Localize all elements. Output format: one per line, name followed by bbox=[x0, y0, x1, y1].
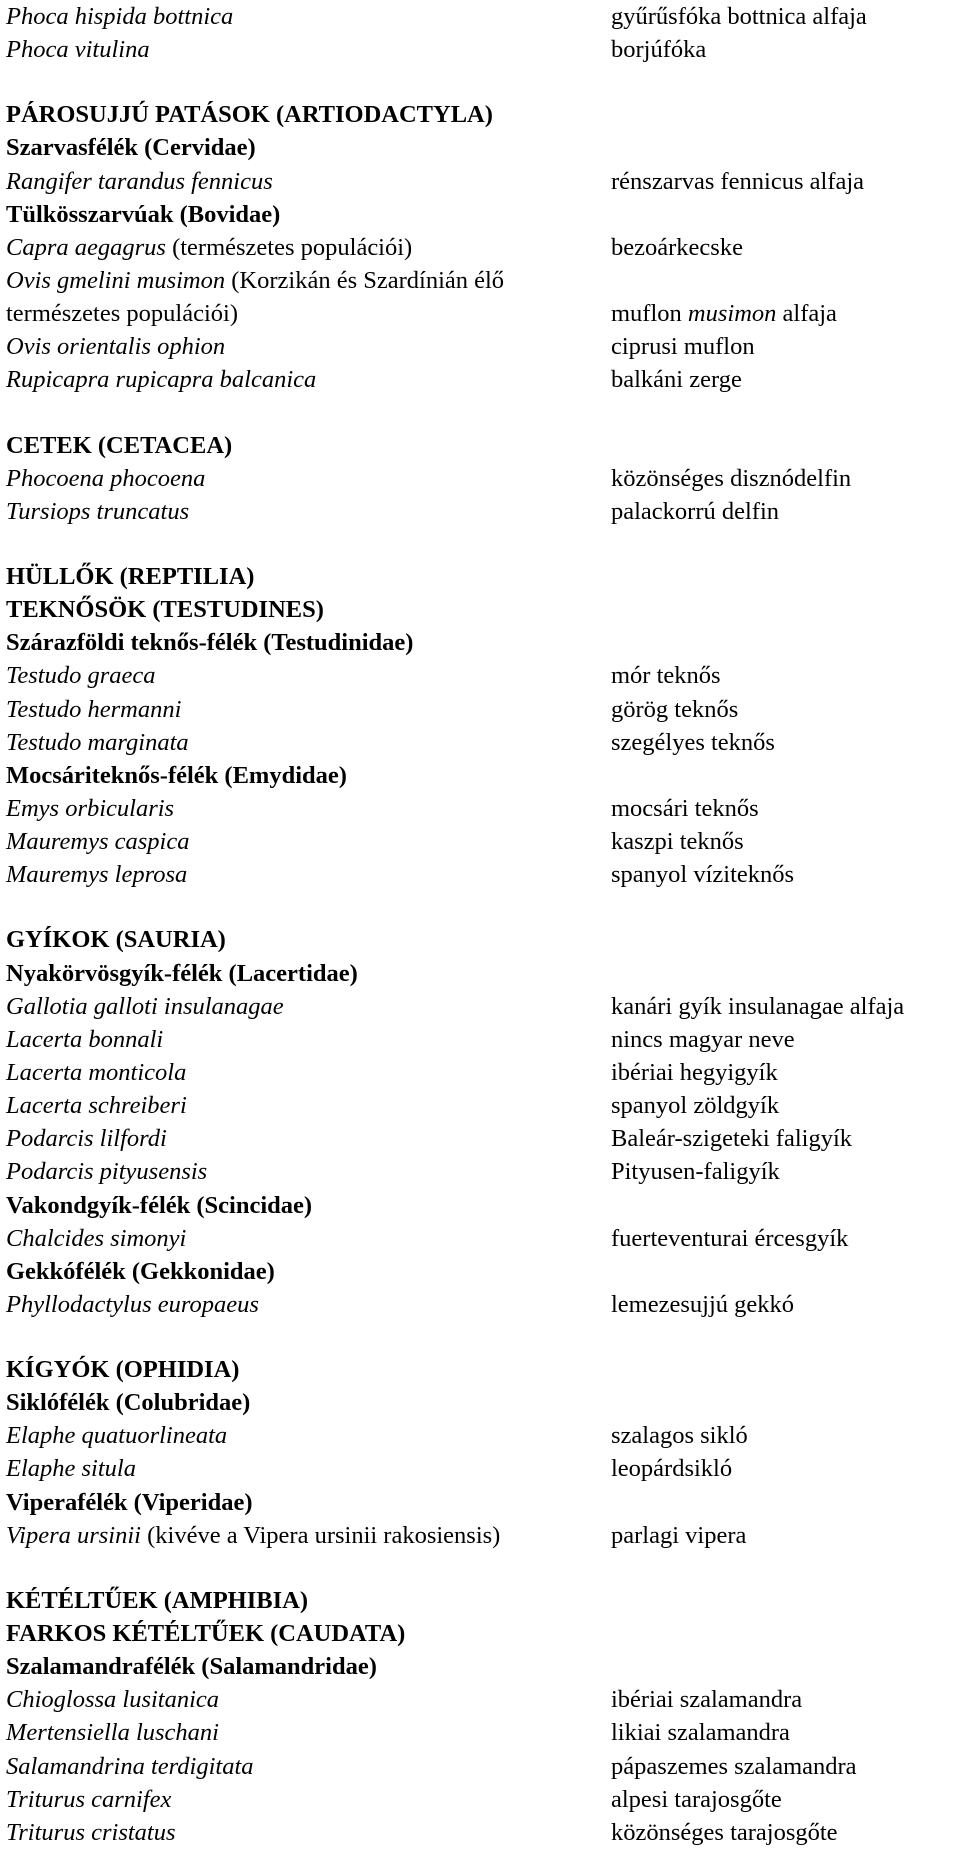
common-name: palackorrú delfin bbox=[611, 497, 780, 525]
scientific-name-cell bbox=[6, 1683, 219, 1716]
common-name: spanyol zöldgyík bbox=[611, 1092, 780, 1120]
scientific-name: Testudo hermanni bbox=[6, 695, 182, 723]
species-row bbox=[0, 1222, 960, 1255]
species-row bbox=[0, 1519, 960, 1552]
species-row bbox=[0, 165, 960, 198]
common-name-cell bbox=[611, 1089, 779, 1122]
species-row bbox=[0, 1683, 960, 1716]
taxon-heading bbox=[6, 1255, 275, 1288]
heading-text: HÜLLŐK (REPTILIA) bbox=[6, 562, 255, 590]
scientific-name: Mauremys caspica bbox=[6, 828, 190, 856]
heading-text: PÁROSUJJÚ PATÁSOK (ARTIODACTYLA) bbox=[6, 101, 493, 129]
common-name-cell bbox=[611, 1783, 782, 1816]
scientific-name: Testudo graeca bbox=[6, 662, 156, 690]
scientific-name: Podarcis pityusensis bbox=[6, 1158, 208, 1186]
common-name: leopárdsikló bbox=[611, 1455, 733, 1483]
common-name-cell bbox=[611, 990, 904, 1023]
scientific-name: Phocoena phocoena bbox=[6, 464, 206, 492]
population-note-cell bbox=[6, 297, 238, 330]
scientific-name: Triturus carnifex bbox=[6, 1785, 172, 1813]
common-name-cell bbox=[611, 1288, 794, 1321]
taxon-heading bbox=[6, 560, 254, 593]
taxon-heading bbox=[6, 1617, 405, 1650]
taxon-heading bbox=[6, 1189, 312, 1222]
scientific-name: Elaphe quatuorlineata bbox=[6, 1422, 228, 1450]
species-row bbox=[0, 1155, 960, 1188]
species-row bbox=[0, 1419, 960, 1452]
scientific-name-cell bbox=[6, 1122, 167, 1155]
taxon-heading-row bbox=[0, 593, 960, 626]
species-row bbox=[0, 363, 960, 396]
species-row bbox=[0, 264, 960, 297]
species-row bbox=[0, 495, 960, 528]
common-name: muflon bbox=[611, 300, 688, 328]
scientific-name: Vipera ursinii bbox=[6, 1521, 141, 1549]
heading-text: Vakondgyík-félék (Scincidae) bbox=[6, 1191, 313, 1219]
scientific-name: Lacerta monticola bbox=[6, 1058, 187, 1086]
common-name-cell bbox=[611, 1419, 748, 1452]
common-name: ibériai szalamandra bbox=[611, 1686, 803, 1714]
common-name: kaszpi teknős bbox=[611, 828, 744, 856]
scientific-name-cell bbox=[6, 990, 284, 1023]
heading-text: FARKOS KÉTÉLTŰEK (CAUDATA) bbox=[6, 1620, 406, 1648]
common-name-cell bbox=[611, 1056, 778, 1089]
scientific-name-cell bbox=[6, 495, 189, 528]
common-name: bezoárkecske bbox=[611, 233, 743, 261]
common-name: kanári gyík insulanagae alfaja bbox=[611, 992, 905, 1020]
common-name: közönséges disznódelfin bbox=[611, 464, 852, 492]
common-name: lemezesujjú gekkó bbox=[611, 1290, 795, 1318]
scientific-name: Chalcides simonyi bbox=[6, 1224, 187, 1252]
taxon-heading-row bbox=[0, 1255, 960, 1288]
scientific-name-cell bbox=[6, 1716, 219, 1749]
taxon-heading-row bbox=[0, 1584, 960, 1617]
taxon-heading-row bbox=[0, 98, 960, 131]
common-name-cell bbox=[611, 1023, 795, 1056]
scientific-name-cell bbox=[6, 1155, 207, 1188]
taxon-heading bbox=[6, 759, 347, 792]
scientific-name-cell bbox=[6, 0, 233, 33]
scientific-name-cell bbox=[6, 792, 174, 825]
common-name: közönséges tarajosgőte bbox=[611, 1818, 838, 1846]
scientific-name: Phoca hispida bottnica bbox=[6, 3, 234, 30]
species-row bbox=[0, 792, 960, 825]
heading-text: Szalamandrafélék (Salamandridae) bbox=[6, 1653, 377, 1681]
section-spacer bbox=[0, 66, 960, 98]
common-name: balkáni zerge bbox=[611, 366, 742, 394]
taxon-heading bbox=[6, 957, 358, 990]
scientific-name-cell bbox=[6, 264, 504, 297]
scientific-name: Rangifer tarandus fennicus bbox=[6, 167, 273, 195]
species-row bbox=[0, 1816, 960, 1849]
species-row bbox=[0, 659, 960, 692]
species-row bbox=[0, 1089, 960, 1122]
scientific-name: Chioglossa lusitanica bbox=[6, 1686, 220, 1714]
taxon-heading-row bbox=[0, 1486, 960, 1519]
species-row bbox=[0, 990, 960, 1023]
scientific-name: Phoca vitulina bbox=[6, 36, 150, 64]
common-name-cell bbox=[611, 1519, 746, 1552]
scientific-name: Elaphe situla bbox=[6, 1455, 136, 1483]
species-row bbox=[0, 858, 960, 891]
heading-text: Nyakörvösgyík-félék (Lacertidae) bbox=[6, 959, 358, 987]
species-row bbox=[0, 1122, 960, 1155]
species-row bbox=[0, 462, 960, 495]
common-name-cell bbox=[611, 495, 779, 528]
population-note: (kivéve a Vipera ursinii rakosiensis) bbox=[140, 1521, 501, 1549]
scientific-name: Capra aegagrus bbox=[6, 233, 166, 261]
species-row bbox=[0, 726, 960, 759]
common-name-cell bbox=[611, 33, 706, 66]
common-name-cell bbox=[611, 1683, 802, 1716]
taxon-heading-row bbox=[0, 1353, 960, 1386]
section-spacer bbox=[0, 1552, 960, 1584]
scientific-name: Gallotia galloti insulanagae bbox=[6, 992, 284, 1020]
common-name-cell bbox=[611, 1155, 780, 1188]
taxon-heading bbox=[6, 923, 226, 956]
scientific-name-cell bbox=[6, 1783, 171, 1816]
scientific-name: Salamandrina terdigitata bbox=[6, 1752, 254, 1780]
common-name: nincs magyar neve bbox=[611, 1025, 795, 1053]
scientific-name-cell bbox=[6, 1519, 500, 1552]
heading-text: CETEK (CETACEA) bbox=[6, 431, 233, 459]
scientific-name: Rupicapra rupicapra balcanica bbox=[6, 366, 317, 394]
scientific-name-cell bbox=[6, 462, 205, 495]
common-name-cell bbox=[611, 1716, 790, 1749]
species-row bbox=[0, 693, 960, 726]
scientific-name-cell bbox=[6, 693, 181, 726]
taxon-heading bbox=[6, 1486, 253, 1519]
heading-text: TEKNŐSÖK (TESTUDINES) bbox=[6, 596, 324, 624]
taxon-heading bbox=[6, 1584, 308, 1617]
common-name: szalagos sikló bbox=[611, 1422, 748, 1450]
scientific-name-cell bbox=[6, 231, 412, 264]
scientific-name: Triturus cristatus bbox=[6, 1818, 176, 1846]
taxon-heading-row bbox=[0, 560, 960, 593]
scientific-name: Phyllodactylus europaeus bbox=[6, 1290, 259, 1318]
taxon-heading-row bbox=[0, 1189, 960, 1222]
section-spacer bbox=[0, 528, 960, 560]
scientific-name-cell bbox=[6, 1419, 227, 1452]
scientific-name: Testudo marginata bbox=[6, 728, 189, 756]
taxon-heading bbox=[6, 626, 413, 659]
scientific-name-cell bbox=[6, 1056, 186, 1089]
species-row bbox=[0, 1716, 960, 1749]
section-spacer bbox=[0, 1321, 960, 1353]
heading-text: Szárazföldi teknős-félék (Testudinidae) bbox=[6, 629, 414, 657]
common-name-cell bbox=[611, 363, 742, 396]
common-name: fuerteventurai ércesgyík bbox=[611, 1224, 849, 1252]
taxon-heading-row bbox=[0, 198, 960, 231]
heading-text: GYÍKOK (SAURIA) bbox=[6, 926, 226, 954]
species-row-continuation bbox=[0, 297, 960, 330]
common-name-cell bbox=[611, 693, 738, 726]
scientific-name: Emys orbicularis bbox=[6, 794, 175, 822]
common-name: Pityusen-faligyík bbox=[611, 1158, 780, 1186]
taxon-heading-row bbox=[0, 1650, 960, 1683]
common-name: alfaja bbox=[776, 300, 837, 328]
scientific-name-cell bbox=[6, 825, 189, 858]
heading-text: Tülkösszarvúak (Bovidae) bbox=[6, 200, 281, 228]
species-row bbox=[0, 1452, 960, 1485]
common-name-cell bbox=[611, 792, 759, 825]
heading-text: Siklófélék (Colubridae) bbox=[6, 1389, 251, 1417]
species-row bbox=[0, 1750, 960, 1783]
taxon-heading-row bbox=[0, 1386, 960, 1419]
scientific-name: Lacerta bonnali bbox=[6, 1025, 164, 1053]
population-note: (Korzikán és Szardínián élő bbox=[225, 266, 505, 294]
scientific-name-cell bbox=[6, 33, 150, 66]
scientific-name: Ovis orientalis ophion bbox=[6, 333, 226, 361]
common-name-cell bbox=[611, 659, 721, 692]
taxon-heading bbox=[6, 593, 324, 626]
heading-text: Szarvasfélék (Cervidae) bbox=[6, 134, 256, 162]
common-name-cell bbox=[611, 1222, 848, 1255]
taxon-heading-row bbox=[0, 626, 960, 659]
scientific-name: Podarcis lilfordi bbox=[6, 1125, 167, 1153]
heading-text: Gekkófélék (Gekkonidae) bbox=[6, 1257, 275, 1285]
species-row bbox=[0, 1783, 960, 1816]
common-name: borjúfóka bbox=[611, 36, 707, 64]
common-name-cell bbox=[611, 165, 864, 198]
common-name: likiai szalamandra bbox=[611, 1719, 790, 1747]
common-name-cell bbox=[611, 0, 867, 33]
species-row bbox=[0, 1023, 960, 1056]
scientific-name-cell bbox=[6, 330, 225, 363]
common-name-cell bbox=[611, 1452, 732, 1485]
scientific-name: Mertensiella luschani bbox=[6, 1719, 219, 1747]
species-row bbox=[0, 231, 960, 264]
common-name: mocsári teknős bbox=[611, 794, 759, 822]
common-name-cell bbox=[611, 1816, 838, 1849]
taxon-heading bbox=[6, 1650, 377, 1683]
common-name: alpesi tarajosgőte bbox=[611, 1785, 782, 1813]
common-name: spanyol víziteknős bbox=[611, 861, 795, 889]
common-name-cell bbox=[611, 825, 744, 858]
taxon-heading bbox=[6, 198, 280, 231]
common-name: ibériai hegyigyík bbox=[611, 1058, 778, 1086]
species-row bbox=[0, 33, 960, 66]
taxon-heading-row bbox=[0, 957, 960, 990]
heading-text: KÉTÉLTŰEK (AMPHIBIA) bbox=[6, 1586, 308, 1614]
heading-text: KÍGYÓK (OPHIDIA) bbox=[6, 1356, 240, 1384]
taxon-heading-row bbox=[0, 923, 960, 956]
taxon-heading bbox=[6, 1353, 239, 1386]
common-name: ciprusi muflon bbox=[611, 333, 755, 361]
common-name-cell bbox=[611, 297, 837, 330]
population-note: természetes populációi) bbox=[6, 300, 238, 328]
scientific-name: Lacerta schreiberi bbox=[6, 1092, 187, 1120]
species-row bbox=[0, 330, 960, 363]
scientific-name-cell bbox=[6, 1750, 254, 1783]
scientific-name-cell bbox=[6, 1452, 136, 1485]
taxon-heading-row bbox=[0, 429, 960, 462]
common-name-cell bbox=[611, 1750, 857, 1783]
common-name-italic: musimon bbox=[687, 300, 777, 328]
scientific-name: Ovis gmelini musimon bbox=[6, 266, 226, 294]
common-name: parlagi vipera bbox=[611, 1521, 747, 1549]
population-note: (természetes populációi) bbox=[165, 233, 413, 261]
species-row bbox=[0, 1056, 960, 1089]
heading-text: Mocsáriteknős-félék (Emydidae) bbox=[6, 761, 347, 789]
taxon-heading-row bbox=[0, 131, 960, 164]
scientific-name-cell bbox=[6, 165, 273, 198]
common-name-cell bbox=[611, 1122, 852, 1155]
species-row bbox=[0, 0, 960, 33]
taxon-heading bbox=[6, 1386, 250, 1419]
taxon-heading bbox=[6, 429, 232, 462]
common-name: rénszarvas fennicus alfaja bbox=[611, 167, 865, 195]
section-spacer bbox=[0, 397, 960, 429]
scientific-name: Tursiops truncatus bbox=[6, 497, 190, 525]
scientific-name-cell bbox=[6, 1222, 186, 1255]
species-row bbox=[0, 825, 960, 858]
common-name-cell bbox=[611, 462, 851, 495]
section-spacer bbox=[0, 891, 960, 923]
common-name: gyűrűsfóka bottnica alfaja bbox=[611, 3, 867, 30]
scientific-name-cell bbox=[6, 858, 187, 891]
common-name: Baleár-szigeteki faligyík bbox=[611, 1125, 853, 1153]
scientific-name: Mauremys leprosa bbox=[6, 861, 188, 889]
common-name: görög teknős bbox=[611, 695, 739, 723]
taxon-heading bbox=[6, 98, 493, 131]
scientific-name-cell bbox=[6, 1288, 259, 1321]
heading-text: Viperafélék (Viperidae) bbox=[6, 1488, 253, 1516]
common-name: pápaszemes szalamandra bbox=[611, 1752, 857, 1780]
scientific-name-cell bbox=[6, 1089, 187, 1122]
taxon-heading bbox=[6, 131, 256, 164]
common-name-cell bbox=[611, 231, 743, 264]
common-name: szegélyes teknős bbox=[611, 728, 775, 756]
common-name-cell bbox=[611, 858, 794, 891]
scientific-name-cell bbox=[6, 659, 156, 692]
common-name: mór teknős bbox=[611, 662, 721, 690]
scientific-name-cell bbox=[6, 726, 189, 759]
taxon-heading-row bbox=[0, 1617, 960, 1650]
scientific-name-cell bbox=[6, 1816, 176, 1849]
scientific-name-cell bbox=[6, 363, 316, 396]
common-name-cell bbox=[611, 726, 775, 759]
taxon-heading-row bbox=[0, 759, 960, 792]
common-name-cell bbox=[611, 330, 755, 363]
scientific-name-cell bbox=[6, 1023, 163, 1056]
species-row bbox=[0, 1288, 960, 1321]
